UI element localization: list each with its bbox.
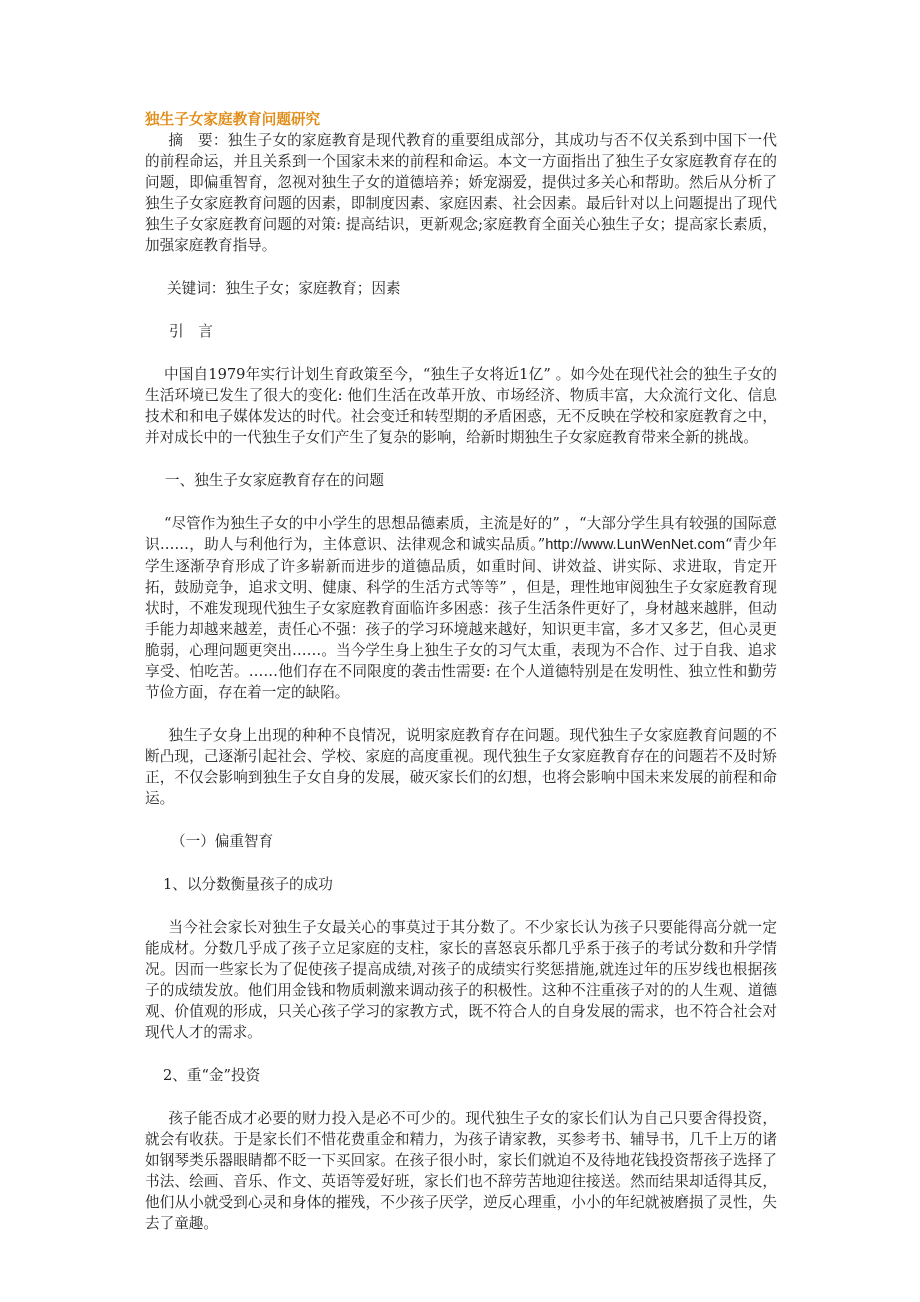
subsection-1-1-heading: 1、以分数衡量孩子的成功 <box>163 876 333 893</box>
section1-paragraph-2: 独生子女身上出现的种种不良情况，说明家庭教育存在问题。现代独生子女家庭教育问题的不断凸现，己逐渐引起社会、学校、家庭的高度重视。现代独生子女家庭教育存在的问题若不及时矫正，不仅会影响到独生子女自身的发展，破灭家长们的幻想，也将会影响中国未来发展的前程和命运。 <box>145 727 777 807</box>
subsection-1-1-paragraph: 当今社会家长对独生子女最关心的事莫过于其分数了。不少家长认为孩子只要能得高分就一定能成材。分数几乎成了孩子立足家庭的支柱，家长的喜怒哀乐都几乎系于孩子的考试分数和升学情况。因而一些家长为了促使孩子提高成绩,对孩子的成绩实行奖惩措施,就连过年的压岁线也根据孩子的成绩发放。他们用金钱和物质刺激来调动孩子的积极性。这种不注重孩子对的的人生观、道德观、价值观的形成，只关心孩子学习的家教方式，既不符合人的自身发展的需求，也不符合社会对现代人才的需求。 <box>145 919 777 1041</box>
section1-heading: 一、独生子女家庭教育存在的问题 <box>165 472 384 489</box>
source-url-link[interactable]: http://www.LunWenNet.com <box>545 537 726 553</box>
subsection-1-heading: （一）偏重智育 <box>171 833 274 850</box>
section1-para1-part-a: “尽管作为独生子女的中小学生的思想品德素质，主流是好的” ，“大部分学生具有较强的国际意识……，助人与利他行为，主体意识、法律观念和诚实品质。” <box>145 515 777 553</box>
subsection-1-2-paragraph: 孩子能否成才必要的财力投入是必不可少的。现代独生子女的家长们认为自己只要舍得投资，就会有收获。于是家长们不惜花费重金和精力，为孩子请家教，买参考书、辅导书，几千上万的诸如钢琴类乐器眼睛都不眨一下买回家。在孩子很小时，家长们就迫不及待地花钱投资帮孩子选择了书法、绘画、音乐、作文、英语等爱好班，家长们也不辞劳苦地迎往接送。然而结果却适得其反，他们从小就受到心灵和身体的摧残，不少孩子厌学，逆反心理重，小小的年纪就被磨损了灵性，失去了童趣。 <box>145 1110 777 1232</box>
section1-paragraph-1 <box>145 513 777 703</box>
abstract-label: 摘 要： <box>168 132 228 149</box>
subsection-1-2-heading: 2、重“金”投资 <box>163 1067 261 1084</box>
intro-heading: 引 言 <box>169 323 213 340</box>
document-page <box>145 110 777 1234</box>
section1-para1-part-b: “青少年学生逐渐孕育形成了许多崭新而进步的道德品质，如重时间、讲效益、讲实际、求进取，肯定开拓，鼓励竞争，追求文明、健康、科学的生活方式等等” ，但是，理性地审阅独生子女家庭教育现状时，不难发现现代独生子女家庭教育面临许多困惑：孩子生活条件更好了，身材越来越胖，但动手能力却越来越差，责任心不强：孩子的学习环境越来越好，知识更丰富，多才又多艺，但心灵更脆弱，心理问题更突出……。当今学生身上独生子女的习气太重，表现为不合作、过于自我、追求享受、怕吃苦。……他们存在不同限度的袭击性需要: 在个人道德特别是在发明性、独立性和勤劳节俭方面，存在着一定的缺陷。 <box>145 536 777 701</box>
abstract-paragraph <box>145 130 777 256</box>
abstract-text: 独生子女的家庭教育是现代教育的重要组成部分，其成功与否不仅关系到中国下一代的前程命运，并且关系到一个国家未来的前程和命运。本文一方面指出了独生子女家庭教育存在的问题，即偏重智育，忽视对独生子女的道德培养；娇宠溺爱，提供过多关心和帮助。然后从分析了独生子女家庭教育问题的因素，即制度因素、家庭因素、社会因素。最后针对以上问题提出了现代独生子女家庭教育问题的对策: 提高结识，更新观念;家庭教育全面关心独生子女；提高家长素质，加强家庭教育指导。 <box>145 132 777 254</box>
intro-paragraph: 中国自1979年实行计划生育政策至今，“独生子女将近1亿” 。如今处在现代社会的独生子女的生活环境已发生了很大的变化: 他们生活在改革开放、市场经济、物质丰富，大众流行文化、信息技术和和电子媒体发达的时代。社会变迁和转型期的矛盾困惑，无不反映在学校和家庭教育之中，并对成长中的一代独生子女们产生了复杂的影响，给新时期独生子女家庭教育带来全新的挑战。 <box>145 366 777 446</box>
document-title: 独生子女家庭教育问题研究 <box>145 111 321 128</box>
keywords-line: 关键词：独生子女；家庭教育；因素 <box>167 280 401 297</box>
